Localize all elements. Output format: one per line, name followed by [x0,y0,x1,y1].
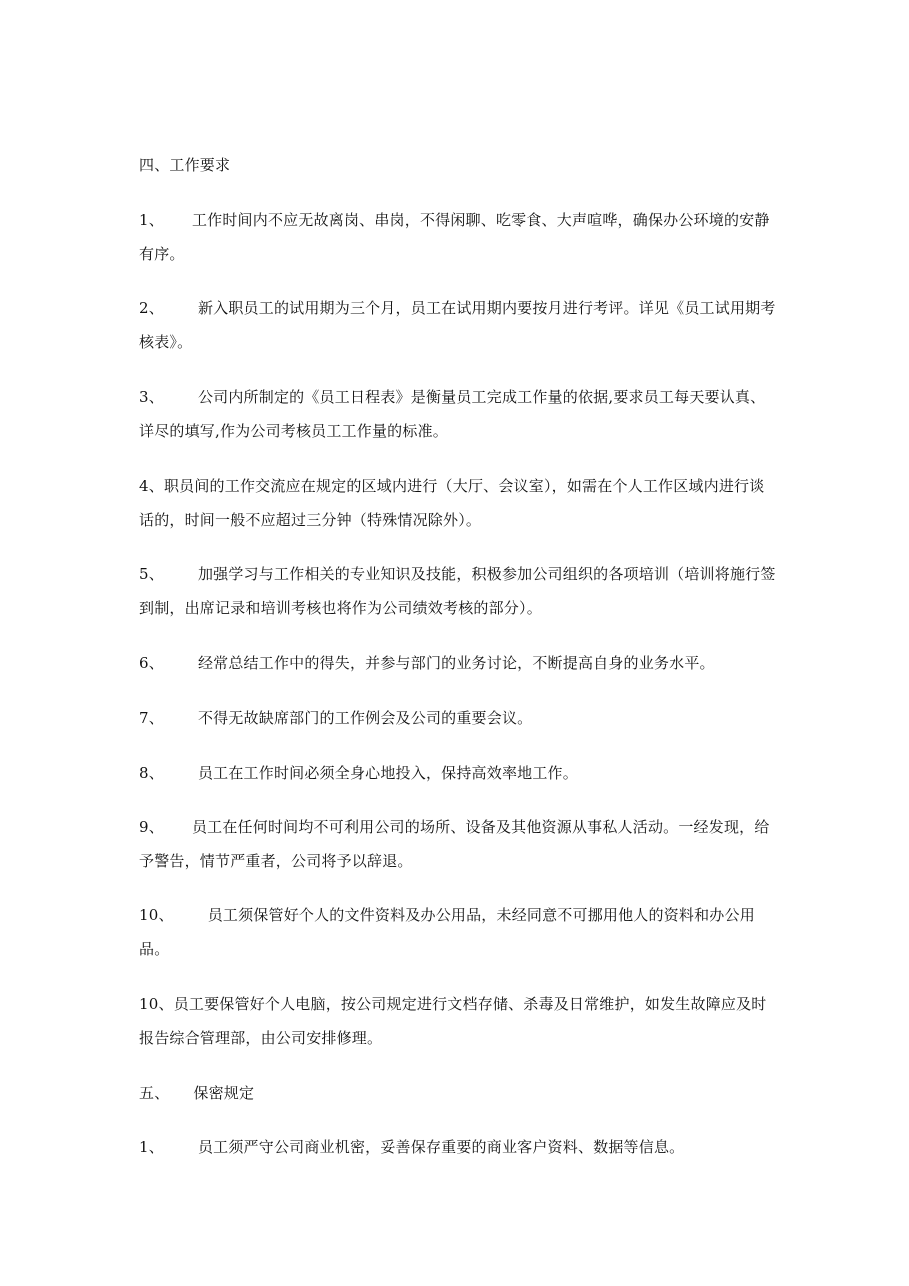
item-8-text: 员工在工作时间必须全身心地投入，保持高效率地工作。 [197,764,578,782]
item-10a [139,898,779,966]
item-4 [139,469,779,537]
section-5-heading [139,1076,779,1110]
item-1-number: 1、 [139,211,164,229]
item-6-text: 经常总结工作中的得失，并参与部门的业务讨论，不断提高自身的业务水平。 [197,654,715,672]
item-7 [139,701,779,735]
item-8-number: 8、 [139,764,164,782]
item-10b [139,987,779,1055]
item-7-number: 7、 [139,709,164,727]
item-10a-text: 员工须保管好个人的文件资料及办公用品，未经同意不可挪用他人的资料和办公用品。 [139,906,755,958]
item-5 [139,557,779,625]
section-4-heading-text: 四、工作要求 [139,156,231,174]
item-9-text: 员工在任何时间均不可利用公司的场所、设备及其他资源从事私人活动。一经发现，给予警告，情节严重者，公司将予以辞退。 [139,818,770,870]
section-5-heading-number: 五、 [139,1084,170,1102]
item-2 [139,291,779,359]
section-5-item-1 [139,1130,779,1164]
section-5-item-1-text: 员工须严守公司商业机密，妥善保存重要的商业客户资料、数据等信息。 [197,1138,685,1156]
item-3-text: 公司内所制定的《员工日程表》是衡量员工完成工作量的依据,要求员工每天要认真、详尽的填写,作为公司考核员工工作量的标准。 [139,388,766,440]
section-5-heading-text: 保密规定 [193,1084,255,1102]
item-3 [139,380,779,448]
item-2-number: 2、 [139,299,164,317]
item-7-text: 不得无故缺席部门的工作例会及公司的重要会议。 [197,709,533,727]
item-5-text: 加强学习与工作相关的专业知识及技能，积极参加公司组织的各项培训（培训将施行签到制，出席记录和培训考核也将作为公司绩效考核的部分）。 [139,565,776,617]
item-9 [139,810,779,878]
item-10a-number: 10、 [139,906,174,924]
item-4-text: 职员间的工作交流应在规定的区域内进行（大厅、会议室），如需在个人工作区域内进行谈话的，时间一般不应超过三分钟（特殊情况除外）。 [139,477,765,529]
item-10b-number: 10、 [139,995,174,1013]
item-9-number: 9、 [139,818,164,836]
item-4-number: 4、 [139,477,164,495]
item-1-text: 工作时间内不应无故离岗、串岗，不得闲聊、吃零食、大声喧哗，确保办公环境的安静有序。 [139,211,770,263]
item-5-number: 5、 [139,565,164,583]
item-6-number: 6、 [139,654,164,672]
item-6 [139,646,779,680]
item-8 [139,756,779,790]
section-5-item-1-number: 1、 [139,1138,164,1156]
item-3-number: 3、 [139,388,164,406]
item-2-text: 新入职员工的试用期为三个月，员工在试用期内要按月进行考评。详见《员工试用期考核表》。 [139,299,776,351]
item-10b-text: 员工要保管好个人电脑，按公司规定进行文档存储、杀毒及日常维护，如发生故障应及时报告综合管理部，由公司安排修理。 [139,995,767,1047]
section-4-heading [139,148,779,182]
item-1 [139,203,779,271]
